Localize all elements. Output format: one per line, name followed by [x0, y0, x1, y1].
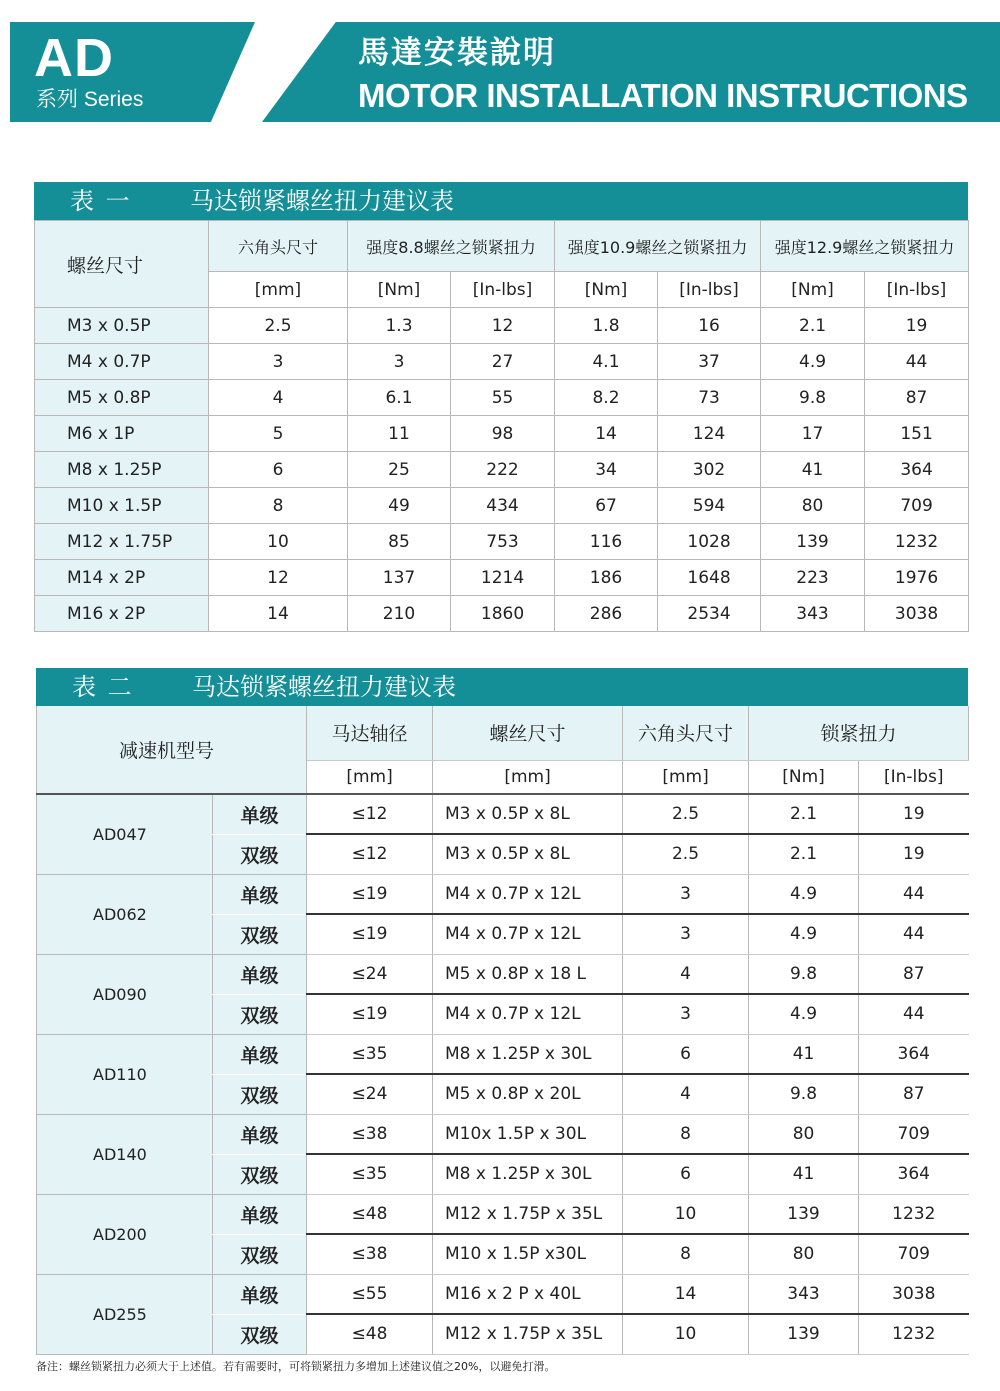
unit-cell: [mm]	[307, 760, 433, 794]
value-cell: 6	[209, 452, 348, 488]
table-row	[35, 380, 969, 416]
torque-table-2	[36, 706, 969, 1355]
table-row	[37, 874, 969, 914]
value-cell: 49	[348, 488, 451, 524]
torque-inlbs-cell: 709	[859, 1114, 969, 1154]
table-row	[35, 416, 969, 452]
hex-size-cell: 8	[623, 1234, 749, 1274]
stage-cell: 单级	[213, 794, 307, 834]
value-cell: 55	[451, 380, 555, 416]
torque-nm-cell: 9.8	[749, 954, 859, 994]
value-cell: 85	[348, 524, 451, 560]
value-cell: 12	[451, 308, 555, 344]
shaft-diameter-cell: ≤48	[307, 1194, 433, 1234]
value-cell: 116	[555, 524, 658, 560]
table-row	[35, 524, 969, 560]
value-cell: 67	[555, 488, 658, 524]
stage-cell: 双级	[213, 1234, 307, 1274]
torque-nm-cell: 2.1	[749, 834, 859, 874]
value-cell: 124	[658, 416, 761, 452]
value-cell: 4	[209, 380, 348, 416]
reducer-model-cell: AD110	[37, 1034, 213, 1114]
value-cell: 6.1	[348, 380, 451, 416]
value-cell: 34	[555, 452, 658, 488]
screw-spec-cell: M10 x 1.5P x30L	[433, 1234, 623, 1274]
shaft-diameter-cell: ≤38	[307, 1234, 433, 1274]
value-cell: 44	[865, 344, 969, 380]
unit-cell: [Nm]	[749, 760, 859, 794]
header-grade-8-8: 强度8.8螺丝之锁紧扭力	[348, 221, 555, 272]
header-screw-size: 螺丝尺寸	[35, 221, 209, 308]
stage-cell: 单级	[213, 1194, 307, 1234]
table-row	[35, 560, 969, 596]
torque-inlbs-cell: 19	[859, 794, 969, 834]
table-row	[35, 596, 969, 632]
value-cell: 10	[209, 524, 348, 560]
hex-size-cell: 14	[623, 1274, 749, 1314]
value-cell: 27	[451, 344, 555, 380]
value-cell: 80	[761, 488, 865, 524]
screw-size-cell: M8 x 1.25P	[35, 452, 209, 488]
torque-inlbs-cell: 87	[859, 954, 969, 994]
table2-label: 表 二	[72, 673, 134, 701]
table-row	[37, 954, 969, 994]
screw-spec-cell: M10x 1.5P x 30L	[433, 1114, 623, 1154]
value-cell: 3038	[865, 596, 969, 632]
table-row	[37, 1274, 969, 1314]
shaft-diameter-cell: ≤48	[307, 1314, 433, 1354]
value-cell: 343	[761, 596, 865, 632]
table-row	[37, 1114, 969, 1154]
header-grade-12-9: 强度12.9螺丝之锁紧扭力	[761, 221, 969, 272]
value-cell: 8	[209, 488, 348, 524]
value-cell: 73	[658, 380, 761, 416]
shaft-diameter-cell: ≤55	[307, 1274, 433, 1314]
value-cell: 302	[658, 452, 761, 488]
screw-spec-cell: M5 x 0.8P x 20L	[433, 1074, 623, 1114]
series-label: 系列 Series	[36, 88, 144, 111]
header-screw-size: 螺丝尺寸	[433, 706, 623, 760]
torque-inlbs-cell: 709	[859, 1234, 969, 1274]
hex-size-cell: 8	[623, 1114, 749, 1154]
unit-cell: [In-lbs]	[865, 272, 969, 308]
reducer-model-cell: AD200	[37, 1194, 213, 1274]
value-cell: 98	[451, 416, 555, 452]
header-hex-size: 六角头尺寸	[623, 706, 749, 760]
value-cell: 753	[451, 524, 555, 560]
torque-table-1	[34, 220, 969, 632]
hex-size-cell: 2.5	[623, 794, 749, 834]
page-title-cn: 馬達安裝說明	[358, 35, 556, 71]
stage-cell: 单级	[213, 954, 307, 994]
value-cell: 12	[209, 560, 348, 596]
hex-size-cell: 6	[623, 1154, 749, 1194]
footnote: 备注：螺丝锁紧扭力必须大于上述值。若有需要时，可将锁紧扭力多增加上述建议值之20%，以避免打滑。	[36, 1360, 556, 1373]
table1-label: 表 一	[70, 187, 132, 215]
hex-size-cell: 3	[623, 874, 749, 914]
table1-title: 马达锁紧螺丝扭力建议表	[190, 187, 454, 215]
hex-size-cell: 4	[623, 954, 749, 994]
screw-size-cell: M12 x 1.75P	[35, 524, 209, 560]
stage-cell: 双级	[213, 1314, 307, 1354]
value-cell: 3	[209, 344, 348, 380]
screw-size-cell: M4 x 0.7P	[35, 344, 209, 380]
unit-cell: [mm]	[623, 760, 749, 794]
table-row	[35, 452, 969, 488]
value-cell: 9.8	[761, 380, 865, 416]
value-cell: 222	[451, 452, 555, 488]
unit-cell: [Nm]	[761, 272, 865, 308]
stage-cell: 单级	[213, 1114, 307, 1154]
table2-title: 马达锁紧螺丝扭力建议表	[192, 673, 456, 701]
torque-nm-cell: 80	[749, 1234, 859, 1274]
torque-inlbs-cell: 44	[859, 914, 969, 954]
table1-header-row	[35, 221, 969, 272]
value-cell: 16	[658, 308, 761, 344]
screw-size-cell: M5 x 0.8P	[35, 380, 209, 416]
reducer-model-cell: AD047	[37, 794, 213, 874]
value-cell: 1.3	[348, 308, 451, 344]
value-cell: 1.8	[555, 308, 658, 344]
value-cell: 2.5	[209, 308, 348, 344]
header-reducer-model: 减速机型号	[37, 706, 307, 794]
unit-cell: [mm]	[209, 272, 348, 308]
hex-size-cell: 10	[623, 1314, 749, 1354]
value-cell: 3	[348, 344, 451, 380]
shaft-diameter-cell: ≤12	[307, 794, 433, 834]
reducer-model-cell: AD140	[37, 1114, 213, 1194]
header-lock-torque: 锁紧扭力	[749, 706, 969, 760]
shaft-diameter-cell: ≤24	[307, 954, 433, 994]
hex-size-cell: 10	[623, 1194, 749, 1234]
shaft-diameter-cell: ≤38	[307, 1114, 433, 1154]
value-cell: 87	[865, 380, 969, 416]
value-cell: 8.2	[555, 380, 658, 416]
screw-spec-cell: M8 x 1.25P x 30L	[433, 1034, 623, 1074]
stage-cell: 单级	[213, 1274, 307, 1314]
stage-cell: 单级	[213, 874, 307, 914]
brand-logo-text: AD	[34, 28, 114, 88]
table-row	[35, 308, 969, 344]
value-cell: 151	[865, 416, 969, 452]
reducer-model-cell: AD090	[37, 954, 213, 1034]
torque-inlbs-cell: 1232	[859, 1314, 969, 1354]
hex-size-cell: 4	[623, 1074, 749, 1114]
screw-spec-cell: M5 x 0.8P x 18 L	[433, 954, 623, 994]
stage-cell: 单级	[213, 1034, 307, 1074]
header-shaft-diameter: 马达轴径	[307, 706, 433, 760]
reducer-model-cell: AD062	[37, 874, 213, 954]
torque-nm-cell: 41	[749, 1034, 859, 1074]
torque-nm-cell: 139	[749, 1194, 859, 1234]
screw-size-cell: M16 x 2P	[35, 596, 209, 632]
table-row	[37, 1034, 969, 1074]
value-cell: 137	[348, 560, 451, 596]
stage-cell: 双级	[213, 994, 307, 1034]
torque-inlbs-cell: 44	[859, 994, 969, 1034]
table2-header-row	[37, 706, 969, 760]
screw-size-cell: M10 x 1.5P	[35, 488, 209, 524]
screw-size-cell: M14 x 2P	[35, 560, 209, 596]
unit-cell: [mm]	[433, 760, 623, 794]
screw-size-cell: M6 x 1P	[35, 416, 209, 452]
stage-cell: 双级	[213, 834, 307, 874]
torque-nm-cell: 9.8	[749, 1074, 859, 1114]
value-cell: 41	[761, 452, 865, 488]
value-cell: 1860	[451, 596, 555, 632]
hex-size-cell: 2.5	[623, 834, 749, 874]
value-cell: 19	[865, 308, 969, 344]
torque-nm-cell: 4.9	[749, 994, 859, 1034]
page-title-en: MOTOR INSTALLATION INSTRUCTIONS	[358, 77, 968, 114]
torque-inlbs-cell: 1232	[859, 1194, 969, 1234]
header-grade-10-9: 强度10.9螺丝之锁紧扭力	[555, 221, 761, 272]
torque-nm-cell: 41	[749, 1154, 859, 1194]
unit-cell: [In-lbs]	[658, 272, 761, 308]
value-cell: 2.1	[761, 308, 865, 344]
table-row	[35, 344, 969, 380]
value-cell: 1648	[658, 560, 761, 596]
value-cell: 139	[761, 524, 865, 560]
torque-inlbs-cell: 364	[859, 1034, 969, 1074]
reducer-model-cell: AD255	[37, 1274, 213, 1354]
screw-spec-cell: M12 x 1.75P x 35L	[433, 1194, 623, 1234]
screw-spec-cell: M12 x 1.75P x 35L	[433, 1314, 623, 1354]
unit-cell: [In-lbs]	[451, 272, 555, 308]
value-cell: 5	[209, 416, 348, 452]
unit-cell: [Nm]	[555, 272, 658, 308]
table2-title-bar	[36, 668, 968, 706]
torque-inlbs-cell: 87	[859, 1074, 969, 1114]
hex-size-cell: 3	[623, 914, 749, 954]
torque-nm-cell: 343	[749, 1274, 859, 1314]
screw-spec-cell: M8 x 1.25P x 30L	[433, 1154, 623, 1194]
value-cell: 210	[348, 596, 451, 632]
table1-title-bar	[34, 182, 968, 220]
value-cell: 286	[555, 596, 658, 632]
stage-cell: 双级	[213, 1154, 307, 1194]
value-cell: 709	[865, 488, 969, 524]
stage-cell: 双级	[213, 914, 307, 954]
screw-spec-cell: M3 x 0.5P x 8L	[433, 794, 623, 834]
value-cell: 11	[348, 416, 451, 452]
value-cell: 1214	[451, 560, 555, 596]
torque-nm-cell: 80	[749, 1114, 859, 1154]
value-cell: 1028	[658, 524, 761, 560]
screw-spec-cell: M4 x 0.7P x 12L	[433, 994, 623, 1034]
torque-nm-cell: 4.9	[749, 874, 859, 914]
shaft-diameter-cell: ≤12	[307, 834, 433, 874]
value-cell: 1976	[865, 560, 969, 596]
torque-inlbs-cell: 44	[859, 874, 969, 914]
screw-spec-cell: M4 x 0.7P x 12L	[433, 914, 623, 954]
value-cell: 1232	[865, 524, 969, 560]
unit-cell: [In-lbs]	[859, 760, 969, 794]
value-cell: 25	[348, 452, 451, 488]
header-hex-size: 六角头尺寸	[209, 221, 348, 272]
torque-nm-cell: 139	[749, 1314, 859, 1354]
value-cell: 434	[451, 488, 555, 524]
hex-size-cell: 3	[623, 994, 749, 1034]
value-cell: 223	[761, 560, 865, 596]
value-cell: 37	[658, 344, 761, 380]
unit-cell: [Nm]	[348, 272, 451, 308]
screw-spec-cell: M4 x 0.7P x 12L	[433, 874, 623, 914]
table-row	[35, 488, 969, 524]
table-row	[37, 794, 969, 834]
shaft-diameter-cell: ≤35	[307, 1034, 433, 1074]
stage-cell: 双级	[213, 1074, 307, 1114]
shaft-diameter-cell: ≤19	[307, 874, 433, 914]
value-cell: 186	[555, 560, 658, 596]
torque-inlbs-cell: 364	[859, 1154, 969, 1194]
torque-inlbs-cell: 19	[859, 834, 969, 874]
shaft-diameter-cell: ≤19	[307, 914, 433, 954]
torque-inlbs-cell: 3038	[859, 1274, 969, 1314]
value-cell: 14	[555, 416, 658, 452]
value-cell: 2534	[658, 596, 761, 632]
value-cell: 364	[865, 452, 969, 488]
screw-size-cell: M3 x 0.5P	[35, 308, 209, 344]
screw-spec-cell: M16 x 2 P x 40L	[433, 1274, 623, 1314]
value-cell: 4.9	[761, 344, 865, 380]
value-cell: 17	[761, 416, 865, 452]
value-cell: 14	[209, 596, 348, 632]
table-row	[37, 1194, 969, 1234]
value-cell: 594	[658, 488, 761, 524]
value-cell: 4.1	[555, 344, 658, 380]
torque-nm-cell: 4.9	[749, 914, 859, 954]
shaft-diameter-cell: ≤35	[307, 1154, 433, 1194]
shaft-diameter-cell: ≤24	[307, 1074, 433, 1114]
torque-nm-cell: 2.1	[749, 794, 859, 834]
hex-size-cell: 6	[623, 1034, 749, 1074]
screw-spec-cell: M3 x 0.5P x 8L	[433, 834, 623, 874]
shaft-diameter-cell: ≤19	[307, 994, 433, 1034]
